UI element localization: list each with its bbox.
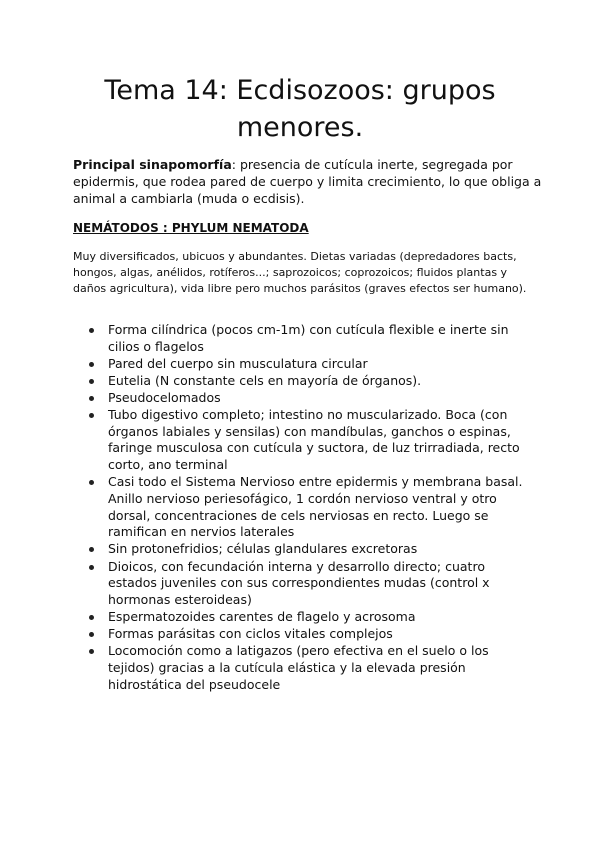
section-heading: NEMÁTODOS : PHYLUM NEMATODA (73, 221, 309, 235)
list-item (73, 643, 528, 693)
list-item-text: Pared del cuerpo sin musculatura circular (108, 355, 368, 371)
list-item-text: Forma cilíndrica (pocos cm-1m) con cutícula flexible e inerte sin cilios o flagelos (108, 322, 509, 354)
bullet-dot-icon (89, 328, 94, 333)
bullet-dot-icon (89, 396, 94, 401)
bullet-dot-icon (89, 413, 94, 418)
list-item-text: Sin protonefridios; células glandulares excretoras (108, 541, 418, 557)
list-item (73, 322, 528, 355)
list-item-text: Tubo digestivo completo; intestino no muscularizado. Boca (con órganos labiales y sensilas) con mandíbulas, ganchos o espinas, faringe musculosa con cutícula y suctora, de luz trirradiada, recto corto, ano terminal (108, 407, 520, 473)
bullet-dot-icon (89, 362, 94, 367)
bullet-dot-icon (89, 480, 94, 485)
list-item-text: Formas parásitas con ciclos vitales complejos (108, 626, 393, 642)
list-item (73, 356, 528, 373)
bullet-dot-icon (89, 615, 94, 620)
list-item-text: Eutelia (N constante cels en mayoría de órganos). (108, 372, 422, 388)
bullet-dot-icon (89, 649, 94, 654)
list-item-text: Locomoción como a latigazos (pero efectiva en el suelo o los tejidos) gracias a la cutícula elástica y la elevada presión hidrostática del pseudocele (108, 643, 489, 692)
bullet-dot-icon (89, 632, 94, 637)
intro-paragraph (73, 156, 543, 207)
bullet-list (73, 322, 528, 694)
bullet-dot-icon (89, 547, 94, 552)
section-description: Muy diversificados, ubicuos y abundantes. Dietas variadas (depredadores bacts, hongos, algas, anélidos, rotíferos...; saprozoicos; coprozoicos; fluidos plantas y daños agricultura), vida libre pero muchos parásitos (graves efectos ser humano). (73, 250, 527, 295)
list-item (73, 373, 528, 390)
list-item (73, 541, 528, 558)
list-item (73, 474, 528, 541)
intro-bold-term: Principal sinapomorfía (73, 157, 232, 172)
intro-text: : presencia de cutícula inerte, segregada por epidermis, que rodea pared de cuerpo y limita crecimiento, lo que obliga a animal a cambiarla (muda o ecdisis). (73, 157, 542, 206)
bullet-dot-icon (89, 565, 94, 570)
page-title: Tema 14: Ecdisozoos: grupos menores. (104, 75, 496, 143)
bullet-dot-icon (89, 379, 94, 384)
list-item-text: Pseudocelomados (108, 389, 221, 405)
list-item-text: Espermatozoides carentes de flagelo y acrosoma (108, 609, 416, 625)
list-item (73, 407, 528, 474)
list-item (73, 609, 528, 626)
list-item-text: Casi todo el Sistema Nervioso entre epidermis y membrana basal. Anillo nervioso periesofágico, 1 cordón nervioso ventral y otro dorsal, concentraciones de cels nerviosas en recto. Luego se ramifican en nervios laterales (108, 474, 523, 540)
list-item-text: Dioicos, con fecundación interna y desarrollo directo; cuatro estados juveniles con sus correspondientes mudas (control x hormonas esteroideas) (108, 558, 490, 607)
list-item (73, 390, 528, 407)
list-item (73, 626, 528, 643)
list-item (73, 559, 528, 609)
